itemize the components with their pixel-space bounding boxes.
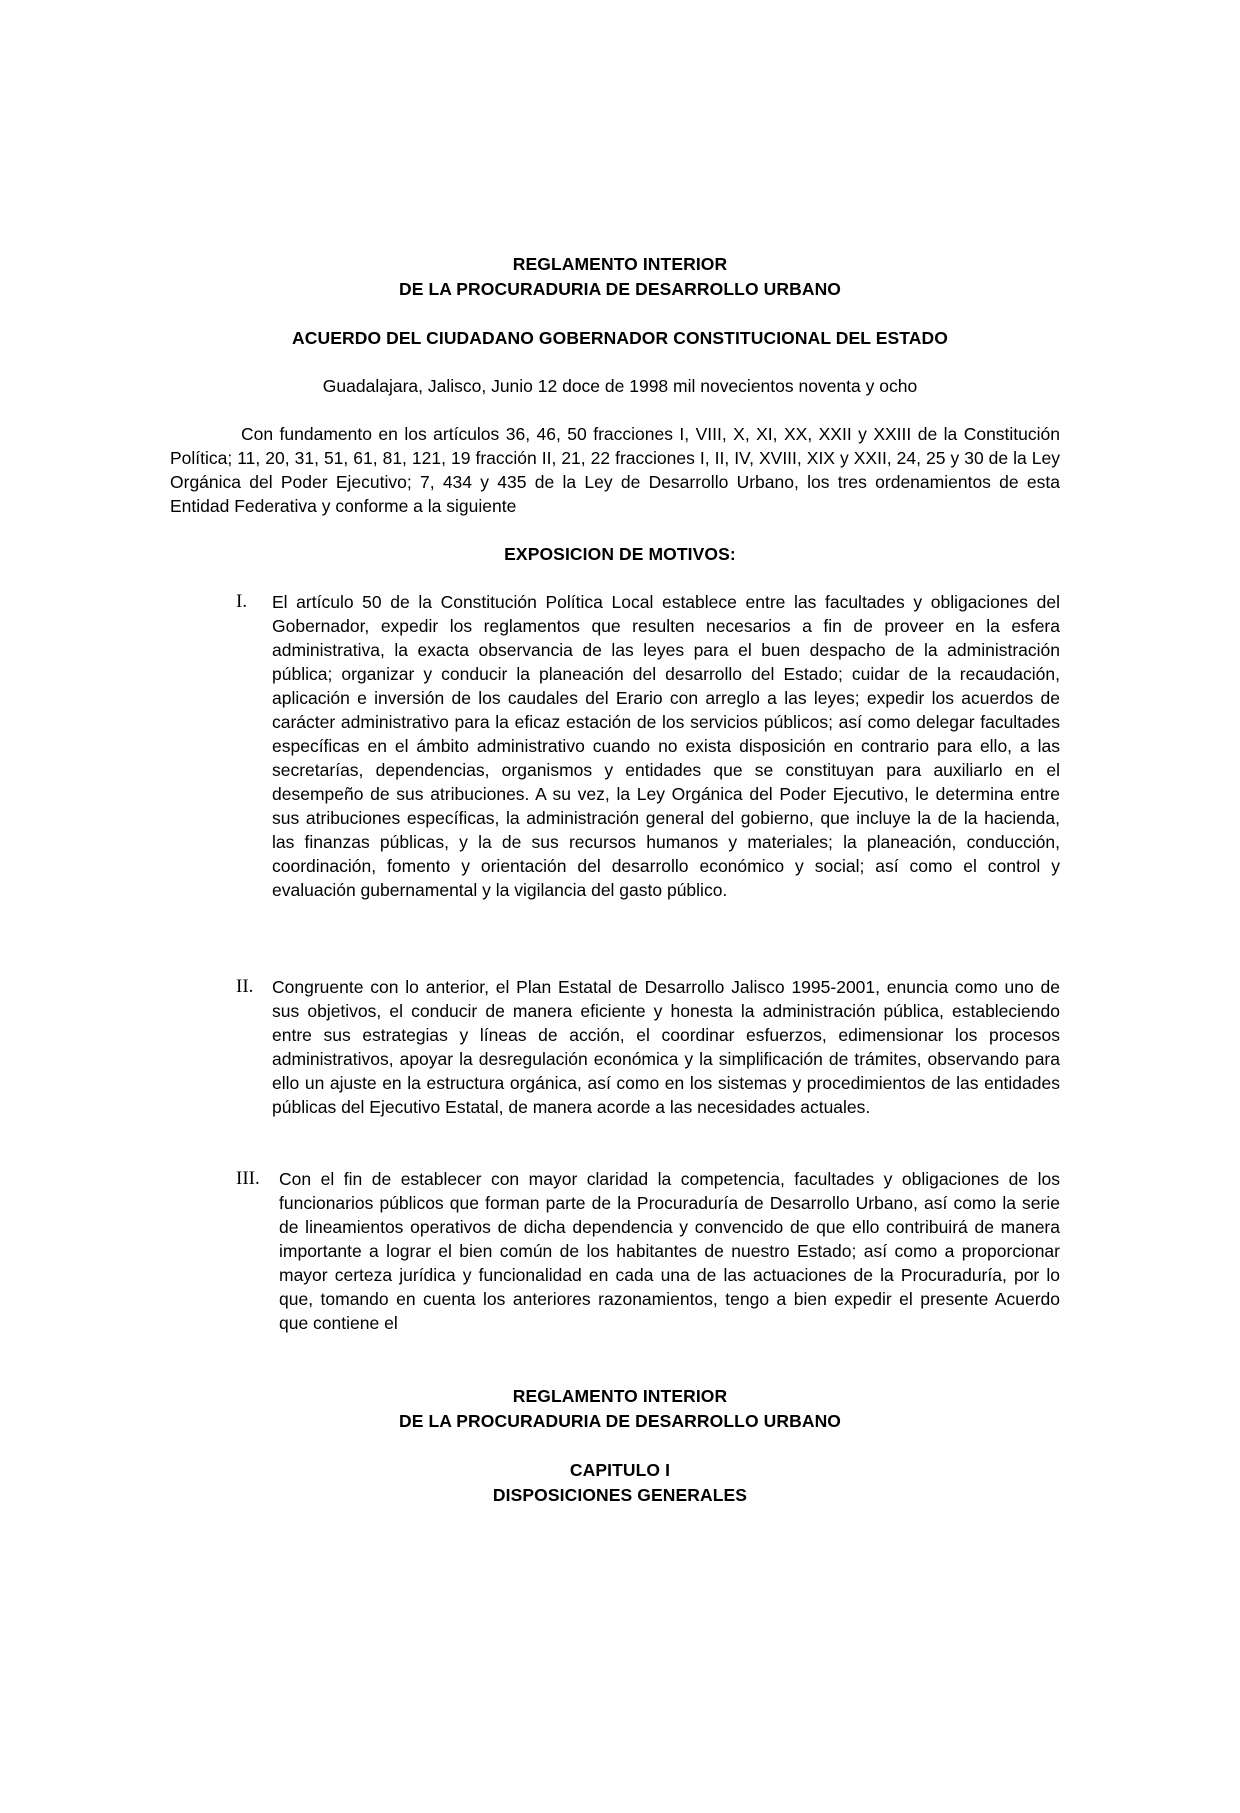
motives-heading [170, 542, 1070, 567]
motive-text: El artículo 50 de la Constitución Política Local establece entre las facultades y obligaciones del Gobernador, expedir los reglamentos que resulten necesarios a fin de proveer en la esfera administrativa, la exacta observancia de las leyes para el buen despacho de la administración pública; organizar y conducir la planeación del desarrollo del Estado; cuidar de la recaudación, aplicación e inversión de los caudales del Erario con arreglo a las leyes; expedir los acuerdos de carácter administrativo para la eficaz estación de los servicios públicos; así como delegar facultades específicas en el ámbito administrativo cuando no exista disposición en contrario para ello, a las secretarías, dependencias, organismos y entidades que se constituyan para auxiliarlo en el desempeño de sus atribuciones. A su vez, la Ley Orgánica del Poder Ejecutivo, le determina entre sus atribuciones específicas, la administración general del gobierno, que incluye la de la hacienda, las finanzas públicas, y la de sus recursos humanos y materiales; la planeación, conducción, coordinación, fomento y orientación del desarrollo económico y social; así como el control y evaluación gubernamental y la vigilancia del gasto público. [272, 592, 1060, 900]
agreement-subtitle [170, 326, 1070, 351]
motive-item [236, 975, 1060, 1119]
closing-title [170, 1384, 1070, 1434]
document-title [170, 252, 1070, 302]
chapter-heading [170, 1458, 1070, 1508]
motives-heading-text: EXPOSICION DE MOTIVOS: [504, 544, 736, 564]
chapter-title: DISPOSICIONES GENERALES [492, 1485, 748, 1505]
chapter-number: CAPITULO I [569, 1460, 671, 1480]
motive-item [236, 1167, 1060, 1335]
motive-item [236, 590, 1060, 902]
closing-title-line-2: DE LA PROCURADURIA DE DESARROLLO URBANO [398, 1411, 842, 1431]
closing-title-line-1: REGLAMENTO INTERIOR [512, 1386, 728, 1406]
date-line: Guadalajara, Jalisco, Junio 12 doce de 1998 mil novecientos noventa y ocho [322, 376, 918, 396]
intro-paragraph: Con fundamento en los artículos 36, 46, 50 fracciones I, VIII, X, XI, XX, XXII y XXIII de la Constitución Política; 11, 20, 31, 51, 61, 81, 121, 19 fracción II, 21, 22 fracciones I, II, IV, XVIII, XIX y XXII, 24, 25 y 30 de la Ley Orgánica del Poder Ejecutivo; 7, 434 y 435 de la Ley de Desarrollo Urbano, los tres ordenamientos de esta Entidad Federativa y conforme a la siguiente [170, 424, 1060, 516]
motive-numeral: III. [236, 1168, 260, 1189]
motive-text: Con el fin de establecer con mayor claridad la competencia, facultades y obligaciones de los funcionarios públicos que forman parte de la Procuraduría de Desarrollo Urbano, así como la serie de lineamientos operativos de dicha dependencia y convencido de que ello contribuirá de manera importante a lograr el bien común de los habitantes de nuestro Estado; así como a proporcionar mayor certeza jurídica y funcionalidad en cada una de las actuaciones de la Procuraduría, por lo que, tomando en cuenta los anteriores razonamientos, tengo a bien expedir el presente Acuerdo que contiene el [279, 1169, 1060, 1333]
title-line-1: REGLAMENTO INTERIOR [512, 254, 728, 274]
motive-text: Congruente con lo anterior, el Plan Estatal de Desarrollo Jalisco 1995-2001, enuncia como uno de sus objetivos, el conducir de manera eficiente y honesta la administración pública, estableciendo entre sus estrategias y líneas de acción, el coordinar esfuerzos, edimensionar los procesos administrativos, apoyar la desregulación económica y la simplificación de trámites, observando para ello un ajuste en la estructura orgánica, así como en los sistemas y procedimientos de las entidades públicas del Ejecutivo Estatal, de manera acorde a las necesidades actuales. [272, 977, 1060, 1117]
motive-numeral: II. [236, 976, 254, 997]
motive-numeral: I. [236, 591, 248, 612]
subtitle-text: ACUERDO DEL CIUDADANO GOBERNADOR CONSTITUCIONAL DEL ESTADO [292, 328, 948, 348]
title-line-2: DE LA PROCURADURIA DE DESARROLLO URBANO [398, 279, 842, 299]
